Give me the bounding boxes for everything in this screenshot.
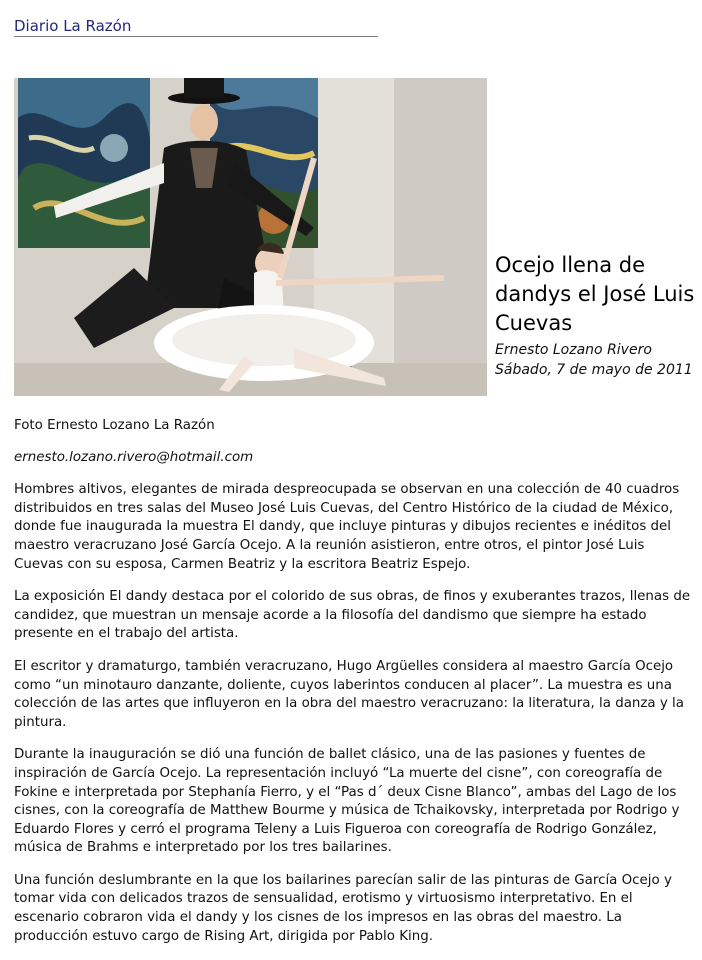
article-paragraph: Hombres altivos, elegantes de mirada despreocupada se observan en una colección de 40 cuadros distribuidos en tres salas del Museo José Luis Cuevas, del Centro Histórico de la ciudad de México, donde fue inaugurada la muestra El dandy, que incluye pinturas y dibujos recientes e inéditos del maestro veracruzano José García Ocejo. A la reunión asistieron, entre otros, el pintor José Luis Cuevas con su esposa, Carmen Beatriz y la escritora Beatriz Espejo. [14,482,680,572]
headline-block [495,251,695,380]
article-author: Ernesto Lozano Rivero [495,342,652,358]
article-paragraph: Durante la inauguración se dió una función de ballet clásico, una de las pasiones y fuentes de inspiración de García Ocejo. La representación incluyó “La muerte del cisne”, con coreografía de Fokine e interpretada por Stephanía Fierro, y el “Pas d´ deux Cisne Blanco”, ambas del Lago de los cisnes, con la coreografía de Matthew Bourme y música de Tchaikovsky, interpretada por Rodrigo y Eduardo Flores y cerró el programa Teleny a Luis Figueroa con coreografía de Rodrigo González, música de Brahms e interpretado por los tres bailarines. [14,747,680,856]
article-paragraph: La exposición El dandy destaca por el colorido de sus obras, de finos y exuberantes trazos, llenas de candidez, que muestran un mensaje acorde a la filosofía del dandismo que siempre ha estado presente en el trabajo del artista. [14,589,691,642]
article-date: Sábado, 7 de mayo de 2011 [495,362,693,378]
article-paragraph: El escritor y dramaturgo, también veracruzano, Hugo Argüelles considera al maestro García Ocejo como “un minotauro danzante, doliente, cuyos laberintos conducen al placer”. La muestra es una colección de las artes que influyeron en la obra del maestro veracruzano: la literatura, la danza y la pintura. [14,658,684,730]
article-paragraph: Una función deslumbrante en la que los bailarines parecían salir de las pinturas de García Ocejo y tomar vida con delicados trazos de sensualidad, erotismo y virtuosismo interpretativo. En el escenario cobraron vida el dandy y los cisnes de los impresos en las obras del maestro. La producción estuvo cargo de Rising Art, dirigida por Pablo King. [14,872,672,944]
article-photo [14,78,487,396]
masthead [14,16,378,37]
article-headline: Ocejo llena de dandys el José Luis Cuevas [495,253,695,335]
author-email[interactable]: ernesto.lozano.rivero@hotmail.com [14,449,254,465]
photo-caption: Foto Ernesto Lozano La Razón [14,418,215,433]
masthead-title: Diario La Razón [14,17,132,35]
painting-left [18,78,150,248]
article-body [14,417,694,960]
